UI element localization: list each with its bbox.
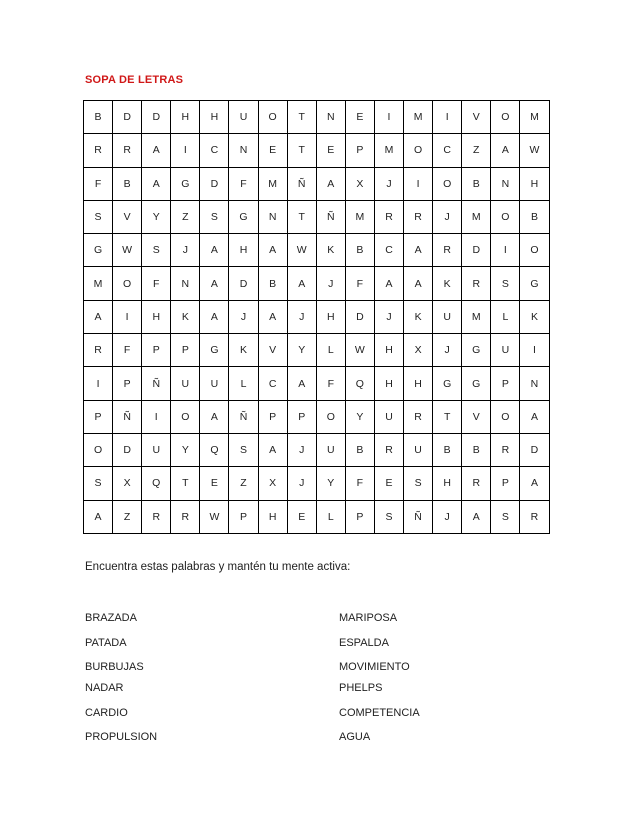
grid-cell: A	[491, 134, 520, 167]
grid-cell: S	[374, 500, 403, 533]
grid-cell: U	[374, 400, 403, 433]
grid-cell: P	[491, 467, 520, 500]
grid-cell: U	[316, 433, 345, 466]
grid-cell: B	[462, 167, 491, 200]
grid-cell: H	[171, 101, 200, 134]
grid-cell: O	[171, 400, 200, 433]
grid-cell: Y	[142, 200, 171, 233]
grid-cell: Y	[316, 467, 345, 500]
grid-cell: M	[374, 134, 403, 167]
grid-cell: O	[491, 200, 520, 233]
grid-cell: D	[200, 167, 229, 200]
grid-cell: T	[287, 101, 316, 134]
grid-row	[84, 101, 550, 134]
grid-cell: Ñ	[404, 500, 433, 533]
grid-cell: B	[433, 433, 462, 466]
grid-cell: X	[113, 467, 142, 500]
grid-cell: W	[200, 500, 229, 533]
grid-cell: J	[374, 300, 403, 333]
grid-cell: V	[113, 200, 142, 233]
grid-cell: A	[200, 300, 229, 333]
grid-cell: L	[316, 500, 345, 533]
grid-cell: T	[171, 467, 200, 500]
grid-cell: A	[142, 167, 171, 200]
grid-cell: Ñ	[287, 167, 316, 200]
grid-cell: S	[84, 200, 113, 233]
grid-cell: S	[491, 500, 520, 533]
grid-cell: U	[404, 433, 433, 466]
grid-cell: G	[462, 367, 491, 400]
grid-cell: H	[258, 500, 287, 533]
grid-cell: R	[374, 200, 403, 233]
grid-row	[84, 300, 550, 333]
grid-cell: A	[200, 234, 229, 267]
grid-cell: T	[287, 200, 316, 233]
grid-cell: O	[404, 134, 433, 167]
word-list-left	[85, 612, 157, 744]
grid-cell: F	[345, 267, 374, 300]
grid-cell: A	[404, 234, 433, 267]
grid-cell: R	[84, 334, 113, 367]
grid-row	[84, 134, 550, 167]
grid-cell: Ñ	[142, 367, 171, 400]
page-title: SOPA DE LETRAS	[85, 74, 184, 86]
grid-cell: A	[520, 400, 549, 433]
grid-cell: Q	[345, 367, 374, 400]
grid-cell: W	[520, 134, 549, 167]
grid-cell: J	[433, 334, 462, 367]
grid-cell: H	[520, 167, 549, 200]
grid-cell: M	[462, 300, 491, 333]
grid-cell: G	[520, 267, 549, 300]
grid-cell: F	[229, 167, 258, 200]
grid-cell: J	[171, 234, 200, 267]
grid-cell: T	[433, 400, 462, 433]
grid-cell: O	[258, 101, 287, 134]
grid-cell: H	[200, 101, 229, 134]
grid-cell: O	[520, 234, 549, 267]
grid-cell: A	[258, 433, 287, 466]
grid-cell: I	[113, 300, 142, 333]
grid-cell: G	[433, 367, 462, 400]
grid-cell: J	[287, 433, 316, 466]
grid-cell: H	[142, 300, 171, 333]
grid-cell: B	[462, 433, 491, 466]
grid-row	[84, 234, 550, 267]
grid-row	[84, 167, 550, 200]
grid-cell: D	[520, 433, 549, 466]
grid-cell: A	[287, 267, 316, 300]
grid-cell: M	[462, 200, 491, 233]
word-item: CARDIO	[85, 706, 128, 719]
grid-cell: R	[491, 433, 520, 466]
grid-cell: U	[142, 433, 171, 466]
grid-cell: P	[171, 334, 200, 367]
grid-row	[84, 400, 550, 433]
grid-cell: U	[491, 334, 520, 367]
grid-cell: A	[84, 300, 113, 333]
grid-cell: P	[258, 400, 287, 433]
grid-cell: Ñ	[229, 400, 258, 433]
grid-cell: S	[142, 234, 171, 267]
grid-cell: A	[316, 167, 345, 200]
grid-cell: P	[345, 500, 374, 533]
grid-row	[84, 334, 550, 367]
grid-cell: B	[113, 167, 142, 200]
grid-row	[84, 200, 550, 233]
grid-cell: K	[520, 300, 549, 333]
grid-cell: B	[84, 101, 113, 134]
grid-cell: C	[433, 134, 462, 167]
grid-cell: P	[84, 400, 113, 433]
grid-cell: I	[171, 134, 200, 167]
grid-cell: V	[462, 400, 491, 433]
grid-cell: H	[316, 300, 345, 333]
grid-cell: J	[433, 200, 462, 233]
grid-cell: K	[433, 267, 462, 300]
grid-cell: A	[258, 234, 287, 267]
grid-cell: R	[142, 500, 171, 533]
grid-cell: H	[433, 467, 462, 500]
grid-cell: W	[345, 334, 374, 367]
grid-cell: J	[229, 300, 258, 333]
grid-cell: O	[433, 167, 462, 200]
grid-cell: H	[229, 234, 258, 267]
grid-cell: P	[345, 134, 374, 167]
grid-cell: D	[345, 300, 374, 333]
grid-cell: E	[258, 134, 287, 167]
grid-cell: A	[258, 300, 287, 333]
word-item: AGUA	[339, 731, 371, 743]
grid-cell: Y	[287, 334, 316, 367]
grid-row	[84, 267, 550, 300]
grid-cell: K	[316, 234, 345, 267]
grid-cell: D	[462, 234, 491, 267]
grid-cell: D	[229, 267, 258, 300]
grid-cell: I	[84, 367, 113, 400]
word-item: PROPULSION	[85, 731, 158, 743]
grid-cell: R	[374, 433, 403, 466]
word-list-right	[339, 612, 420, 744]
grid-cell: C	[200, 134, 229, 167]
word-item: MARIPOSA	[339, 612, 398, 624]
grid-cell: D	[142, 101, 171, 134]
grid-cell: N	[258, 200, 287, 233]
grid-cell: O	[84, 433, 113, 466]
grid-cell: G	[84, 234, 113, 267]
word-search-grid	[83, 100, 550, 534]
grid-cell: D	[113, 433, 142, 466]
grid-cell: U	[200, 367, 229, 400]
grid-cell: G	[229, 200, 258, 233]
grid-cell: Z	[113, 500, 142, 533]
grid-cell: R	[171, 500, 200, 533]
grid-cell: S	[200, 200, 229, 233]
grid-cell: E	[287, 500, 316, 533]
grid-cell: G	[462, 334, 491, 367]
grid-cell: U	[171, 367, 200, 400]
grid-cell: W	[113, 234, 142, 267]
grid-cell: O	[491, 101, 520, 134]
grid-cell: P	[142, 334, 171, 367]
grid-cell: W	[287, 234, 316, 267]
grid-cell: R	[404, 200, 433, 233]
grid-cell: G	[171, 167, 200, 200]
grid-cell: P	[229, 500, 258, 533]
grid-cell: F	[345, 467, 374, 500]
grid-cell: F	[113, 334, 142, 367]
grid-cell: T	[287, 134, 316, 167]
grid-cell: F	[142, 267, 171, 300]
grid-cell: E	[200, 467, 229, 500]
grid-cell: I	[433, 101, 462, 134]
grid-cell: V	[258, 334, 287, 367]
grid-row	[84, 367, 550, 400]
grid-cell: I	[404, 167, 433, 200]
grid-cell: N	[491, 167, 520, 200]
grid-cell: Z	[229, 467, 258, 500]
grid-cell: V	[462, 101, 491, 134]
grid-cell: A	[374, 267, 403, 300]
grid-cell: C	[374, 234, 403, 267]
grid-cell: R	[462, 467, 491, 500]
grid-row	[84, 433, 550, 466]
grid-cell: J	[433, 500, 462, 533]
grid-cell: U	[229, 101, 258, 134]
grid-row	[84, 467, 550, 500]
grid-cell: Q	[142, 467, 171, 500]
grid-cell: Ñ	[113, 400, 142, 433]
grid-cell: A	[84, 500, 113, 533]
grid-cell: E	[345, 101, 374, 134]
grid-cell: Ñ	[316, 200, 345, 233]
word-item: ESPALDA	[339, 636, 389, 649]
grid-cell: K	[404, 300, 433, 333]
grid-cell: X	[258, 467, 287, 500]
grid-cell: S	[229, 433, 258, 466]
grid-cell: F	[84, 167, 113, 200]
grid-cell: G	[200, 334, 229, 367]
grid-cell: U	[433, 300, 462, 333]
grid-cell: L	[229, 367, 258, 400]
grid-cell: B	[345, 234, 374, 267]
word-item: BRAZADA	[85, 612, 137, 624]
grid-cell: B	[345, 433, 374, 466]
grid-cell: H	[374, 334, 403, 367]
grid-cell: R	[113, 134, 142, 167]
grid-cell: H	[374, 367, 403, 400]
grid-cell: E	[316, 134, 345, 167]
grid-cell: P	[491, 367, 520, 400]
grid-cell: A	[520, 467, 549, 500]
grid-cell: M	[404, 101, 433, 134]
grid-cell: A	[462, 500, 491, 533]
grid-cell: M	[345, 200, 374, 233]
grid-cell: A	[142, 134, 171, 167]
grid-cell: K	[171, 300, 200, 333]
grid-cell: N	[520, 367, 549, 400]
grid-cell: J	[287, 467, 316, 500]
grid-cell: P	[113, 367, 142, 400]
grid-cell: A	[200, 400, 229, 433]
grid-cell: N	[229, 134, 258, 167]
grid-cell: B	[258, 267, 287, 300]
grid-cell: R	[520, 500, 549, 533]
grid-cell: I	[374, 101, 403, 134]
grid-cell: D	[113, 101, 142, 134]
grid-cell: C	[258, 367, 287, 400]
grid-cell: I	[142, 400, 171, 433]
word-item: MOVIMIENTO	[339, 661, 410, 673]
grid-row	[84, 500, 550, 533]
grid-cell: L	[491, 300, 520, 333]
grid-cell: A	[287, 367, 316, 400]
grid-cell: I	[520, 334, 549, 367]
grid-cell: M	[258, 167, 287, 200]
grid-cell: A	[404, 267, 433, 300]
word-item: BURBUJAS	[85, 661, 144, 673]
grid-cell: J	[316, 267, 345, 300]
grid-cell: N	[316, 101, 345, 134]
grid-cell: R	[462, 267, 491, 300]
grid-cell: S	[491, 267, 520, 300]
grid-cell: M	[520, 101, 549, 134]
grid-cell: Q	[200, 433, 229, 466]
grid-cell: R	[404, 400, 433, 433]
grid-cell: P	[287, 400, 316, 433]
grid-cell: S	[84, 467, 113, 500]
grid-cell: Z	[171, 200, 200, 233]
grid-cell: K	[229, 334, 258, 367]
grid-cell: A	[200, 267, 229, 300]
grid-cell: F	[316, 367, 345, 400]
grid-cell: L	[316, 334, 345, 367]
grid-cell: E	[374, 467, 403, 500]
instructions-text: Encuentra estas palabras y mantén tu mente activa:	[85, 561, 351, 573]
grid-cell: S	[404, 467, 433, 500]
grid-cell: X	[404, 334, 433, 367]
grid-cell: O	[113, 267, 142, 300]
word-item: NADAR	[85, 682, 124, 694]
grid-cell: O	[316, 400, 345, 433]
grid-cell: O	[491, 400, 520, 433]
grid-cell: X	[345, 167, 374, 200]
word-item: PATADA	[85, 636, 127, 649]
grid-cell: R	[433, 234, 462, 267]
grid-cell: M	[84, 267, 113, 300]
grid-cell: Y	[171, 433, 200, 466]
grid-cell: J	[374, 167, 403, 200]
word-item: COMPETENCIA	[339, 706, 420, 719]
grid-cell: N	[171, 267, 200, 300]
grid-cell: R	[84, 134, 113, 167]
grid-cell: Y	[345, 400, 374, 433]
grid-cell: J	[287, 300, 316, 333]
grid-cell: H	[404, 367, 433, 400]
word-item: PHELPS	[339, 682, 383, 694]
grid-cell: I	[491, 234, 520, 267]
grid-cell: B	[520, 200, 549, 233]
grid-cell: Z	[462, 134, 491, 167]
